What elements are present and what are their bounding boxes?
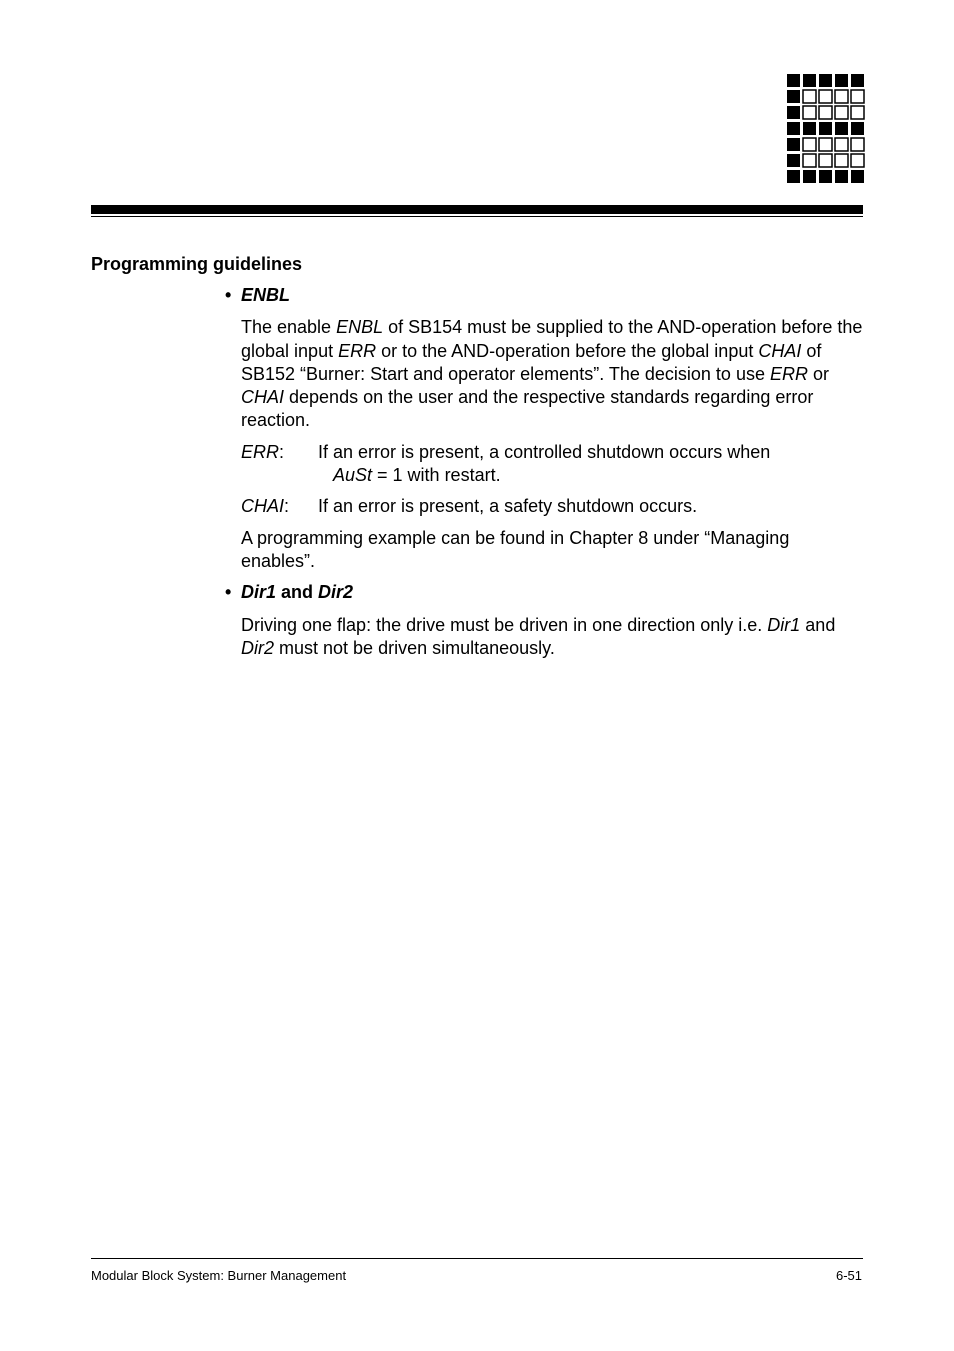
logo-cell (851, 106, 864, 119)
section-title: Programming guidelines (91, 254, 303, 274)
logo-grid-icon (786, 73, 866, 185)
logo-cell (787, 154, 800, 167)
content-body (225, 284, 865, 660)
definition-err (241, 441, 865, 488)
logo-cell (803, 154, 816, 167)
definition-desc: If an error is present, a safety shutdown occurs. (318, 496, 698, 517)
definition-desc (318, 441, 865, 488)
text-run: of SB154 must be supplied to the AND-operation before the global input (241, 317, 863, 361)
text-run: Dir1 (767, 614, 801, 635)
text-run: Driving one flap: the drive must be driven in one direction only i.e. (241, 614, 768, 635)
text-run: ERR (241, 441, 280, 462)
text-run: and (276, 582, 319, 603)
dir-paragraph (241, 614, 865, 661)
definition-chai (241, 495, 865, 518)
footer-title: Modular Block System: Burner Management (91, 1268, 347, 1283)
logo-cell (819, 138, 832, 151)
text-run: ERR (769, 363, 808, 384)
logo-cell (787, 90, 800, 103)
logo-cell (851, 138, 864, 151)
bullet-heading-dir (241, 581, 353, 604)
logo-cell (819, 122, 832, 135)
logo-cell (851, 122, 864, 135)
text-run: ERR (338, 340, 377, 361)
text-run: CHAI (241, 387, 285, 408)
definition-term (241, 495, 318, 518)
text-run: If an error is present, a controlled shutdown occurs when (318, 441, 771, 462)
logo-cell (803, 138, 816, 151)
footer-rule (91, 1258, 863, 1259)
logo-cell (803, 106, 816, 119)
text-run: or to the AND-operation before the global input (376, 340, 759, 361)
text-run: of SB152 “Burner: Start and operator elements”. The decision to use (241, 340, 822, 384)
text-run: : (279, 441, 285, 462)
logo-cell (851, 154, 864, 167)
text-run: must not be driven simultaneously. (274, 637, 555, 658)
text-run: CHAI (758, 340, 802, 361)
logo-cell (835, 154, 848, 167)
text-run: AuSt (333, 465, 373, 486)
text-line (318, 464, 865, 487)
logo-cell (803, 170, 816, 183)
example-paragraph: A programming example can be found in Chapter 8 under “Managing enables”. (241, 527, 790, 571)
text-run: The enable (241, 317, 337, 338)
page-number: 6-51 (835, 1268, 862, 1283)
text-run: = 1 with restart. (372, 465, 501, 486)
text-run: : (284, 496, 290, 517)
text-run: ENBL (336, 317, 384, 338)
definition-term (241, 441, 318, 488)
logo-cell (803, 74, 816, 87)
logo-cell (835, 122, 848, 135)
logo-cell (835, 90, 848, 103)
logo-cell (787, 106, 800, 119)
logo-cell (787, 170, 800, 183)
text-run: CHAI (241, 496, 285, 517)
logo-cell (819, 106, 832, 119)
logo-cell (835, 106, 848, 119)
logo-cell (803, 122, 816, 135)
text-run: or (807, 363, 829, 384)
logo-cell (851, 90, 864, 103)
text-run: Dir2 (241, 637, 275, 658)
logo-cell (803, 90, 816, 103)
text-run: Dir2 (318, 582, 354, 603)
logo-cell (851, 170, 864, 183)
bullet-dir (225, 581, 865, 604)
text-run: and (800, 614, 836, 635)
logo-cell (819, 74, 832, 87)
bullet-dot: • (225, 285, 232, 305)
logo-cell (787, 74, 800, 87)
logo-cell (787, 138, 800, 151)
header-rule-thin (91, 216, 863, 217)
logo-cell (835, 138, 848, 151)
logo-cell (851, 74, 864, 87)
text-run: Dir1 (241, 582, 277, 603)
bullet-dot: • (225, 582, 232, 603)
bullet-heading-enbl: ENBL (241, 285, 290, 305)
logo-cell (819, 154, 832, 167)
logo-cell (835, 170, 848, 183)
text-run: depends on the user and the respective standards regarding error reaction. (241, 387, 814, 431)
logo-cell (819, 90, 832, 103)
logo-cell (787, 122, 800, 135)
bullet-enbl (225, 284, 865, 307)
logo-cell (819, 170, 832, 183)
enbl-paragraph (241, 316, 865, 432)
logo-cell (835, 74, 848, 87)
header-rule-thick (91, 205, 863, 214)
